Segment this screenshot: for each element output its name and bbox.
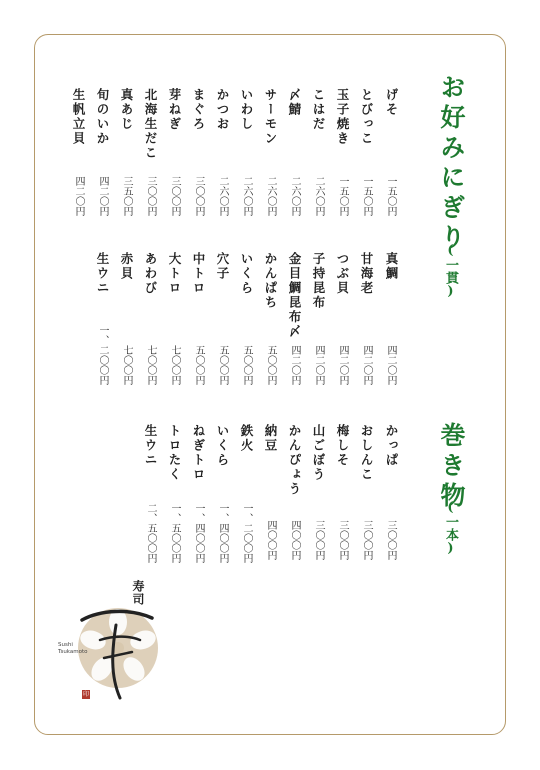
- maki-item-price: 二、五〇〇円: [145, 503, 156, 563]
- maki-item-price: 三〇〇円: [361, 520, 372, 560]
- maki-item-price: 一、五〇〇円: [169, 503, 180, 563]
- nigiri-item-name: かつお: [215, 88, 230, 132]
- nigiri-item-price: 五〇〇円: [265, 345, 276, 385]
- nigiri-item-name: 真鯛: [384, 252, 399, 281]
- nigiri-item-price: 四二〇円: [289, 345, 300, 385]
- nigiri-item-price: 四二〇円: [97, 176, 108, 216]
- nigiri-item-price: 三〇〇円: [193, 176, 204, 216]
- nigiri-item-name: 生帆立貝: [71, 88, 86, 146]
- nigiri-item-name: かんぱち: [263, 252, 278, 310]
- nigiri-item-price: 三〇〇円: [145, 176, 156, 216]
- nigiri-item-price: 五〇〇円: [217, 345, 228, 385]
- nigiri-item-price: 四二〇円: [73, 176, 84, 216]
- maki-item-name: 生ウニ: [143, 424, 158, 468]
- nigiri-item-price: 四二〇円: [313, 345, 324, 385]
- nigiri-item-name: 〆鯖: [287, 88, 302, 117]
- nigiri-item-price: 七〇〇円: [145, 345, 156, 385]
- nigiri-item-name: 甘海老: [359, 252, 374, 296]
- nigiri-item-name: 金目鯛昆布〆: [287, 252, 302, 339]
- maki-item-name: かんぴょう: [287, 424, 302, 497]
- nigiri-item-name: 旬のいか: [95, 88, 110, 146]
- nigiri-item-name: 生ウニ: [95, 252, 110, 296]
- nigiri-item-price: 二六〇円: [265, 176, 276, 216]
- maki-item-name: いくら: [215, 424, 230, 468]
- nigiri-item-name: サーモン: [263, 88, 278, 146]
- nigiri-item-name: こはだ: [311, 88, 326, 132]
- nigiri-item-name: とびっこ: [359, 88, 374, 146]
- nigiri-item-price: 七〇〇円: [169, 345, 180, 385]
- maki-item-name: かっぱ: [384, 424, 399, 468]
- maki-title: 巻き物: [437, 422, 466, 512]
- maki-item-name: 梅しそ: [335, 424, 350, 468]
- nigiri-item-price: 三〇〇円: [169, 176, 180, 216]
- nigiri-item-price: 五〇〇円: [193, 345, 204, 385]
- maki-item-price: 一、四〇〇円: [193, 503, 204, 563]
- maki-item-name: 納豆: [263, 424, 278, 453]
- nigiri-item-name: 穴子: [215, 252, 230, 281]
- nigiri-item-name: いくら: [239, 252, 254, 296]
- nigiri-item-price: 一五〇円: [385, 176, 396, 216]
- nigiri-item-name: 大トロ: [167, 252, 182, 296]
- nigiri-item-name: あわび: [143, 252, 158, 296]
- nigiri-item-name: 真あじ: [119, 88, 134, 132]
- nigiri-item-price: 二六〇円: [241, 176, 252, 216]
- logo-romaji-2: Tsukamoto: [58, 649, 88, 655]
- nigiri-item-name: 芽ねぎ: [167, 88, 182, 132]
- nigiri-item-name: 北海生だこ: [143, 88, 158, 161]
- nigiri-item-name: 中トロ: [191, 252, 206, 296]
- maki-item-price: 三〇〇円: [313, 520, 324, 560]
- logo-seal: 印: [82, 691, 89, 698]
- nigiri-item-price: 二六〇円: [217, 176, 228, 216]
- maki-unit: (一本): [443, 500, 458, 556]
- nigiri-item-price: 一五〇円: [361, 176, 372, 216]
- nigiri-item-price: 二六〇円: [289, 176, 300, 216]
- maki-item-name: ねぎトロ: [191, 424, 206, 482]
- nigiri-item-price: 二六〇円: [313, 176, 324, 216]
- maki-item-price: 一、四〇〇円: [217, 503, 228, 563]
- nigiri-item-name: げそ: [384, 88, 399, 117]
- maki-item-price: 四〇〇円: [289, 520, 300, 560]
- nigiri-item-name: いわし: [239, 88, 254, 132]
- logo-romaji-1: Sushi: [58, 642, 73, 648]
- maki-item-price: 三〇〇円: [385, 520, 396, 560]
- maki-item-price: 三〇〇円: [337, 520, 348, 560]
- nigiri-title: お好みにぎり: [437, 74, 466, 254]
- nigiri-item-name: 玉子焼き: [335, 88, 350, 146]
- maki-item-name: トロたく: [167, 424, 182, 482]
- nigiri-item-price: 一五〇円: [337, 176, 348, 216]
- logo-kanji: 寿司: [131, 580, 145, 606]
- nigiri-unit: (一貫): [443, 243, 458, 299]
- maki-item-name: おしんこ: [359, 424, 374, 482]
- nigiri-item-name: つぶ貝: [335, 252, 350, 296]
- maki-item-price: 四〇〇円: [265, 520, 276, 560]
- nigiri-item-price: 四二〇円: [361, 345, 372, 385]
- nigiri-item-price: 三五〇円: [121, 176, 132, 216]
- tsukamoto-logo: [60, 580, 170, 710]
- maki-item-price: 一、二〇〇円: [241, 503, 252, 563]
- nigiri-item-name: 子持昆布: [311, 252, 326, 310]
- nigiri-item-price: 五〇〇円: [241, 345, 252, 385]
- logo-mark: [60, 580, 170, 710]
- maki-item-name: 鉄火: [239, 424, 254, 453]
- nigiri-item-price: 四二〇円: [337, 345, 348, 385]
- nigiri-item-price: 四二〇円: [385, 345, 396, 385]
- nigiri-item-name: まぐろ: [191, 88, 206, 132]
- maki-item-name: 山ごぼう: [311, 424, 326, 482]
- nigiri-item-price: 七〇〇円: [121, 345, 132, 385]
- nigiri-item-name: 赤貝: [119, 252, 134, 281]
- nigiri-item-price: 一、二〇〇円: [97, 325, 108, 385]
